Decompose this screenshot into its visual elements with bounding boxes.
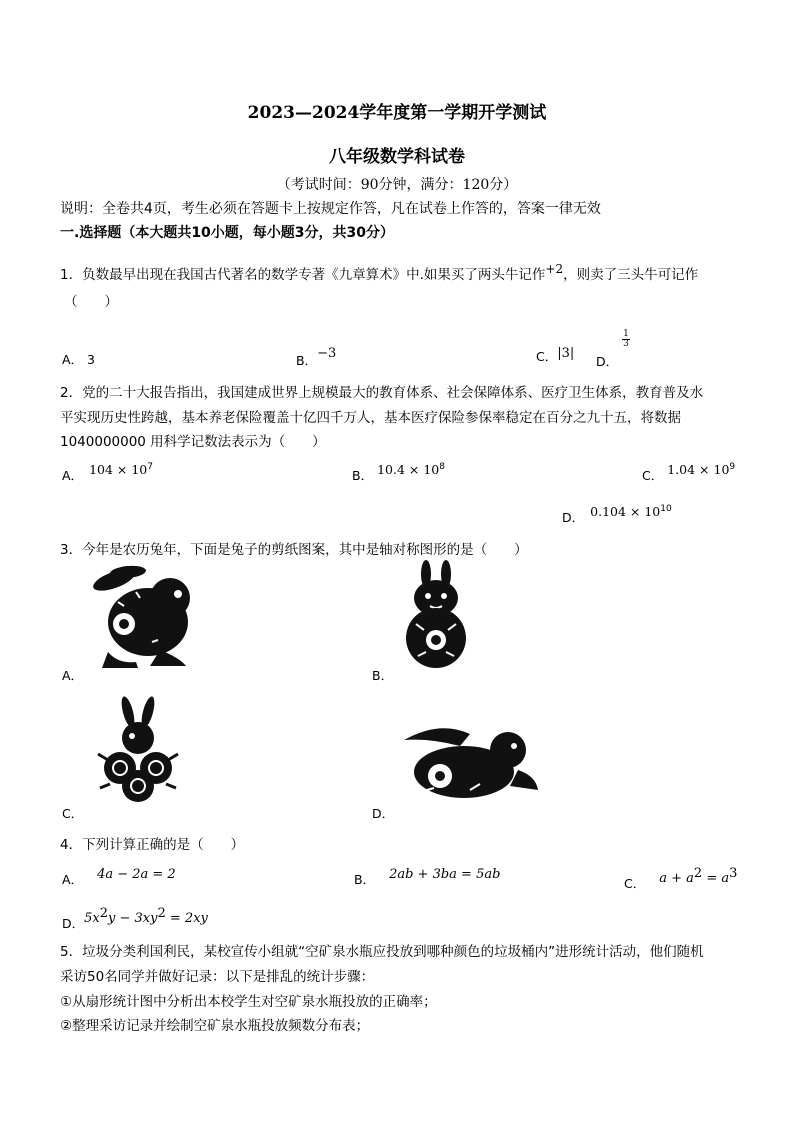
exam-info: （考试时间：90分钟，满分：120分） [276, 177, 518, 193]
question-5-line2: 采访50名同学并做好记录：以下是排乱的统计步骤： [60, 969, 375, 985]
q2-option-a: A． $104 \times 10^7$ [62, 462, 153, 484]
q3-option-c: C． [62, 806, 84, 821]
question-5-line1: 5．垃圾分类利国利民，某校宣传小组就“空矿泉水瓶应投放到哪种颜色的垃圾桶内”进形统计活动，他们随机 [60, 944, 704, 960]
q4-option-b: B． 2ab + 3ba = 5ab [354, 867, 501, 887]
q3-option-d: D． [372, 806, 395, 821]
question-2-line1: 2．党的二十大报告指出，我国建成世界上规模最大的教育体系、社会保障体系、医疗卫生体系，教育普及水 [60, 385, 704, 401]
q1-option-d: D． $\frac{1}{3}$ [596, 329, 629, 369]
question-1-blank: （ ） [64, 294, 118, 310]
exam-title: 2023—2024学年度第一学期开学测试 [247, 103, 547, 123]
rabbit-papercut-c [92, 694, 184, 806]
rabbit-papercut-a [88, 562, 198, 670]
q3-option-a: A． [62, 668, 84, 683]
exam-subtitle: 八年级数学科试卷 [329, 147, 465, 167]
rabbit-papercut-b [396, 560, 476, 672]
instructions: 说明：全卷共4页，考生必须在答题卡上按规定作答，凡在试卷上作答的，答案一律无效 [60, 201, 601, 217]
q1-option-a: A． 3 [62, 352, 95, 367]
question-4-text: 4．下列计算正确的是（ ） [60, 837, 245, 853]
question-2-line3: 1040000000 用科学记数法表示为（ ） [60, 434, 326, 450]
fraction-one-third: $\frac{1}{3}$ [623, 329, 629, 349]
q1-option-c: C．|3| [536, 346, 575, 364]
q4-option-d: D．$5x^2y - 3xy^2 = 2xy$ [62, 906, 208, 932]
question-2-line2: 平实现历史性跨越，基本养老保险覆盖十亿四千万人，基本医疗保险参保率稳定在百分之九十五，将数据 [60, 410, 681, 426]
rabbit-papercut-d [400, 720, 540, 804]
q4-option-c: C． $a + a^2 = a^3$ [624, 866, 738, 892]
q4-option-a: A． 4a − 2a = 2 [62, 867, 176, 887]
section-heading: 一.选择题（本大题共10小题，每小题3分，共30分） [60, 225, 395, 241]
q2-option-d: D． $0.104 \times 10^{10}$ [562, 504, 672, 526]
question-5-step2: ②整理采访记录并绘制空矿泉水瓶投放频数分布表； [60, 1018, 370, 1034]
q1-option-b: B．−3 [296, 346, 337, 368]
q2-option-c: C． $1.04 \times 10^9$ [642, 462, 736, 484]
question-3-text: 3．今年是农历兔年，下面是兔子的剪纸图案，其中是轴对称图形的是（ ） [60, 542, 528, 558]
question-5-step1: ①从扇形统计图中分析出本校学生对空矿泉水瓶投放的正确率； [60, 994, 437, 1010]
q3-option-b: B． [372, 668, 394, 683]
question-1-text: 1．负数最早出现在我国古代著名的数学专著《九章算术》中.如果买了两头牛记作$^{+2}$，则卖了三头牛可记作 [60, 262, 699, 283]
q2-option-b: B． $10.4 \times 10^8$ [352, 462, 445, 484]
